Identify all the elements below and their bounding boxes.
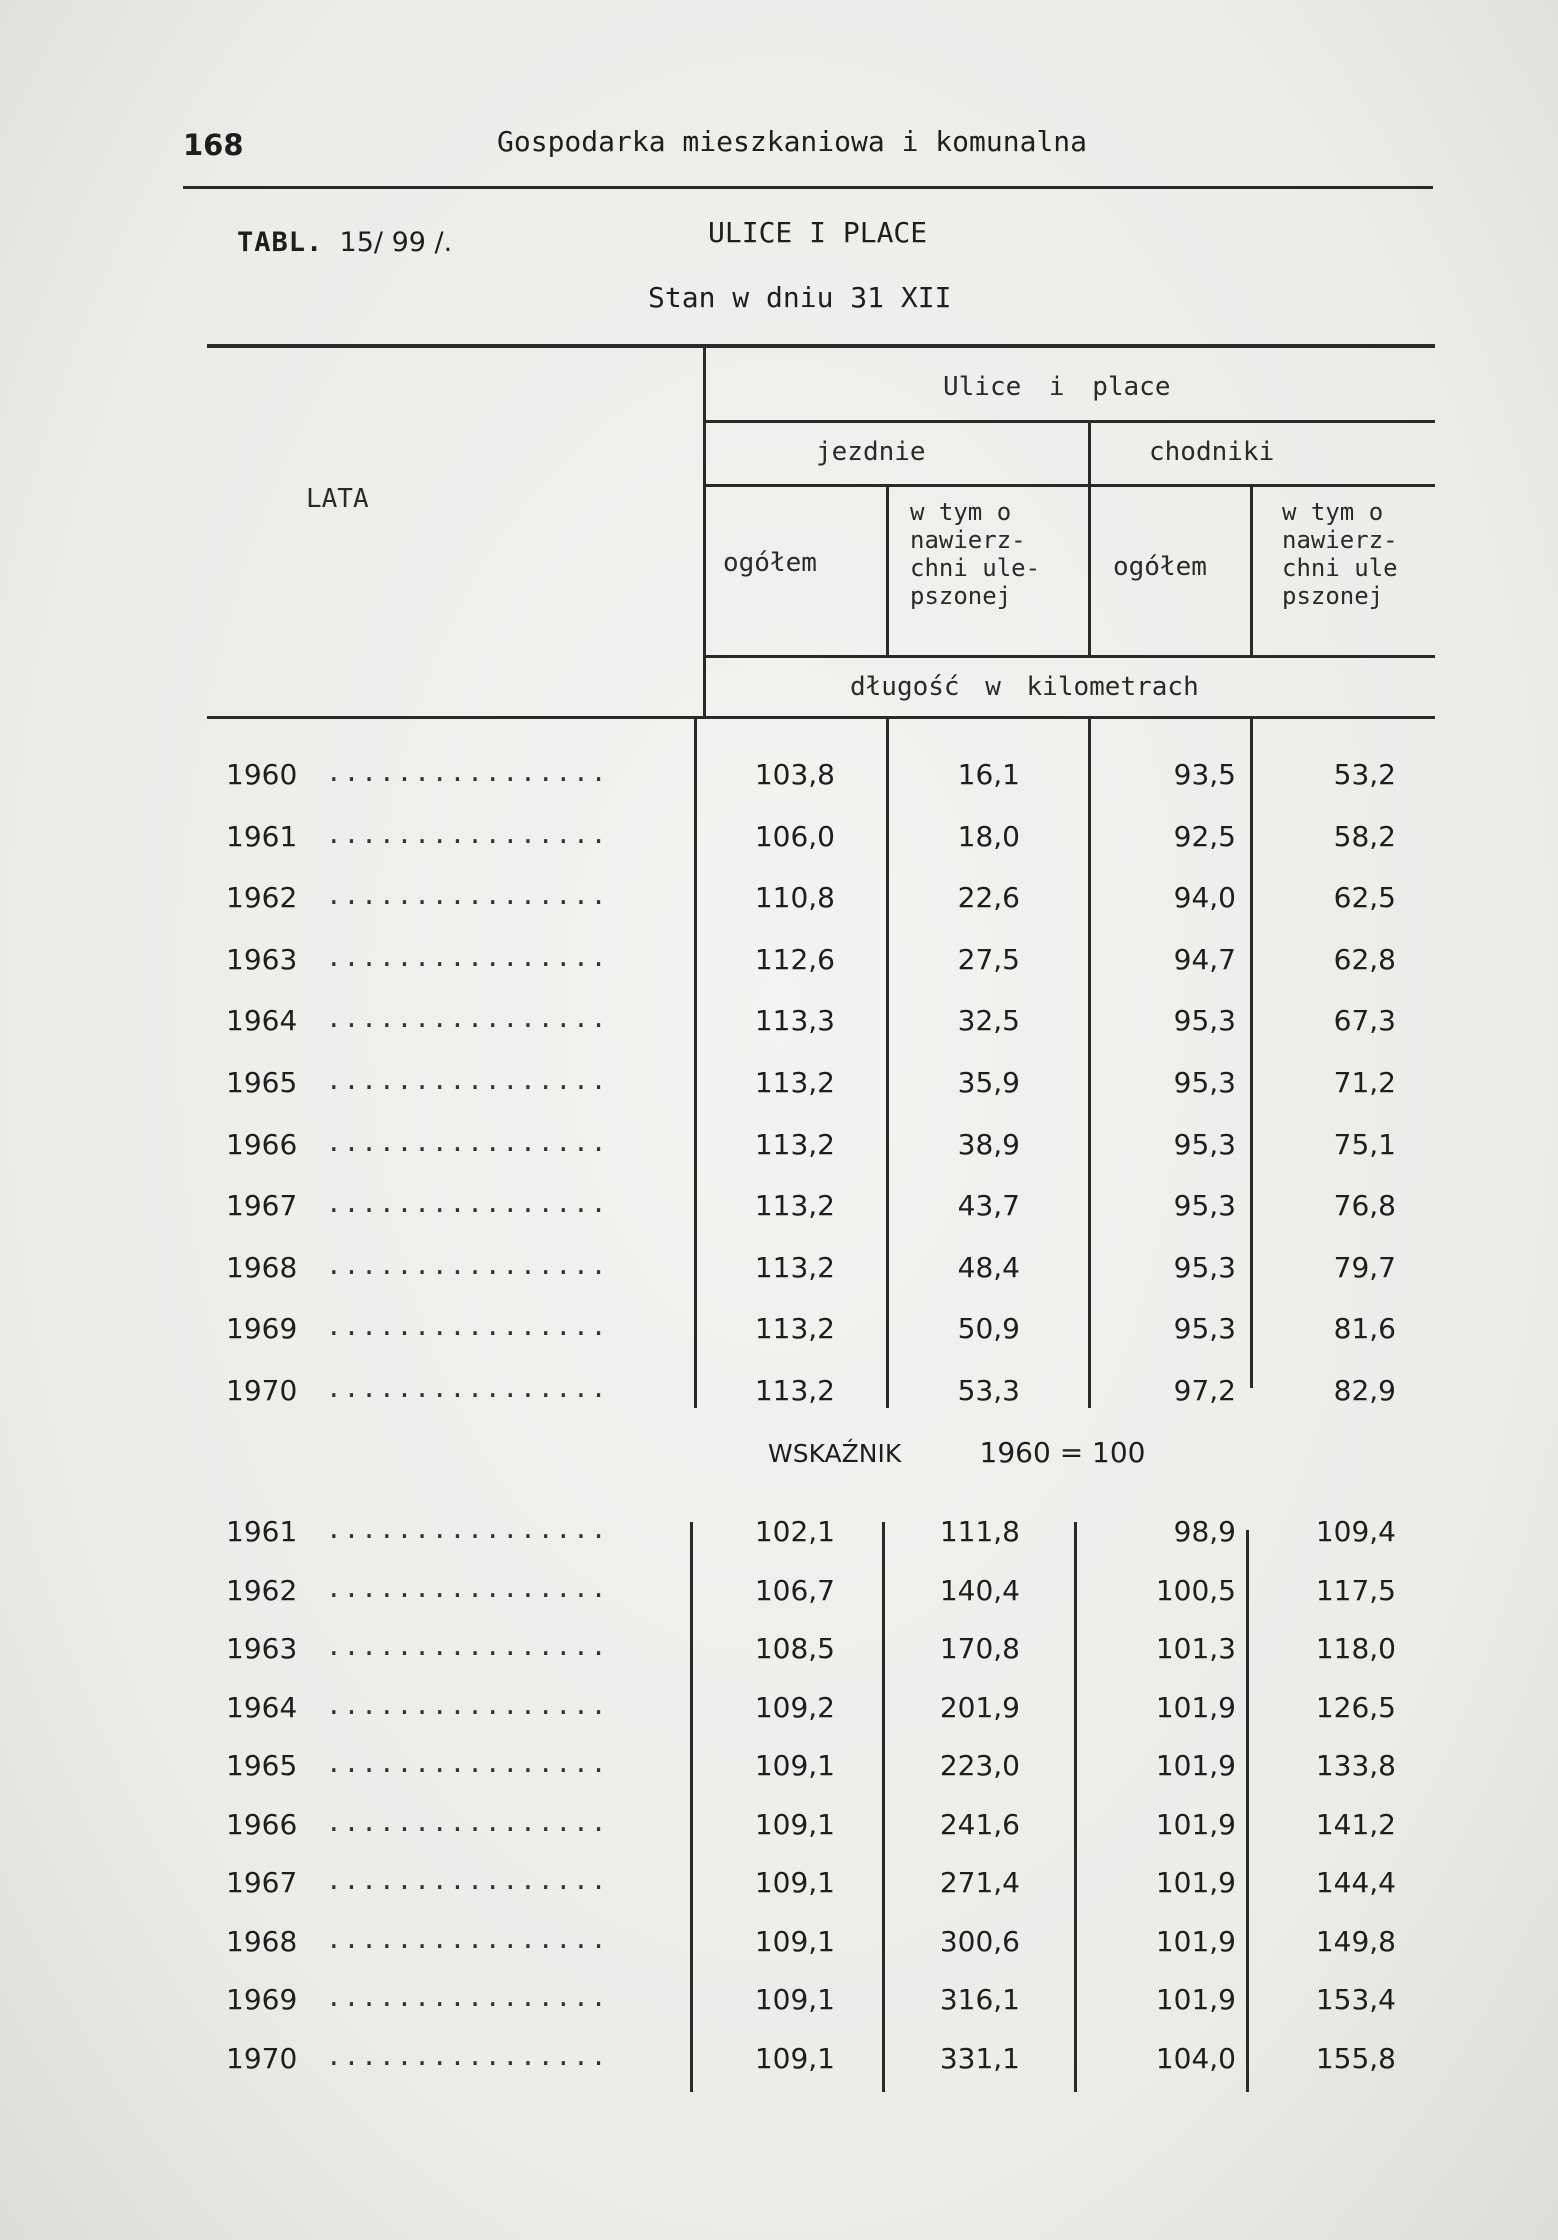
chodniki-subdivider [1250, 486, 1253, 656]
cell-col-4: 141,2 [1315, 1807, 1396, 1841]
table-row [0, 2042, 1558, 2082]
cell-col-1: 109,1 [754, 1807, 835, 1841]
cell-col-1: 109,1 [754, 1749, 835, 1782]
col-header-jezdnie: jezdnie [816, 437, 926, 467]
index-caption [768, 1436, 1146, 1469]
cell-col-2: 271,4 [939, 1866, 1020, 1899]
cell-col-4: 144,4 [1315, 1866, 1396, 1899]
cell-col-2: 16,1 [957, 758, 1020, 791]
cell-col-2: 43,7 [957, 1189, 1020, 1223]
cell-col-4: 149,8 [1315, 1924, 1396, 1958]
table-row [0, 1189, 1558, 1229]
table-row [0, 1983, 1558, 2023]
table-row [0, 1749, 1558, 1789]
row-year: 1968 [226, 1250, 298, 1284]
cell-col-4: 71,2 [1333, 1066, 1396, 1099]
cell-col-1: 113,2 [754, 1189, 835, 1223]
row-year: 1963 [226, 1632, 298, 1665]
leader-dots: ................ [326, 1066, 609, 1096]
cell-col-1: 112,6 [754, 942, 835, 976]
cell-col-1: 109,2 [754, 1690, 835, 1724]
table-number [237, 227, 452, 258]
table-row [0, 1574, 1558, 1614]
leader-dots: ................ [326, 1749, 609, 1779]
table-row [0, 1128, 1558, 1168]
table-title: ULICE I PLACE [708, 216, 928, 249]
index-label: WSKAŹNIK [768, 1439, 902, 1468]
row-year: 1962 [226, 1573, 298, 1607]
cell-col-4: 118,0 [1315, 1632, 1396, 1665]
row-year: 1966 [226, 1127, 298, 1161]
cell-col-1: 113,2 [754, 1066, 835, 1099]
cell-col-3: 95,3 [1173, 1312, 1236, 1346]
leader-dots: ................ [326, 1983, 609, 2013]
leader-dots: ................ [326, 1004, 609, 1035]
cell-col-4: 79,7 [1333, 1250, 1396, 1284]
group-rule [703, 420, 1435, 423]
cell-col-3: 101,9 [1155, 1690, 1236, 1724]
subgroup-rule [703, 484, 1435, 487]
table-row [0, 1251, 1558, 1291]
cell-col-4: 67,3 [1333, 1004, 1396, 1038]
cell-col-1: 113,2 [754, 1127, 835, 1161]
table-row [0, 1925, 1558, 1965]
cell-col-2: 223,0 [939, 1749, 1020, 1782]
cell-col-2: 300,6 [939, 1924, 1020, 1958]
cell-col-4: 82,9 [1333, 1374, 1396, 1407]
cell-col-4: 153,4 [1315, 1983, 1396, 2016]
row-year: 1969 [226, 1983, 298, 2016]
cell-col-4: 58,2 [1333, 819, 1396, 853]
table-row [0, 1691, 1558, 1731]
column-header-rule [703, 655, 1435, 658]
cell-col-1: 113,2 [754, 1250, 835, 1284]
row-year: 1970 [226, 1374, 298, 1407]
table-row [0, 820, 1558, 860]
cell-col-3: 95,3 [1173, 1066, 1236, 1099]
cell-col-3: 100,5 [1155, 1573, 1236, 1607]
cell-col-2: 35,9 [957, 1066, 1020, 1099]
cell-col-1: 108,5 [754, 1632, 835, 1665]
cell-col-1: 106,0 [754, 819, 835, 853]
stub-divider [703, 346, 706, 718]
leader-dots: ................ [326, 1189, 609, 1220]
cell-col-3: 97,2 [1173, 1374, 1236, 1407]
cell-col-1: 109,1 [754, 1924, 835, 1958]
row-year: 1961 [226, 819, 298, 853]
cell-col-1: 113,3 [754, 1004, 835, 1038]
cell-col-3: 101,9 [1155, 1924, 1236, 1958]
cell-col-2: 201,9 [939, 1690, 1020, 1724]
unit-header: długość w kilometrach [850, 672, 1199, 702]
leader-dots: ................ [326, 942, 609, 973]
index-base: 1960 = 100 [979, 1436, 1146, 1469]
table-row [0, 1808, 1558, 1848]
leader-dots: ................ [326, 881, 609, 912]
cell-col-3: 95,3 [1173, 1004, 1236, 1038]
leader-dots: ................ [326, 1127, 609, 1158]
running-title: Gospodarka mieszkaniowa i komunalna [497, 125, 1088, 158]
cell-col-3: 101,3 [1155, 1632, 1236, 1665]
table-row [0, 1374, 1558, 1414]
group-header-ulice-place: Ulice i place [943, 372, 1171, 402]
table-row [0, 1312, 1558, 1352]
table-row [0, 1866, 1558, 1906]
row-year: 1970 [226, 2041, 298, 2075]
cell-col-2: 50,9 [957, 1312, 1020, 1346]
leader-dots: ................ [326, 2041, 609, 2072]
jezdnie-subdivider [886, 486, 889, 656]
row-year: 1967 [226, 1866, 298, 1899]
cell-col-4: 117,5 [1315, 1573, 1396, 1607]
col-header-chodniki: chodniki [1149, 437, 1275, 467]
leader-dots: ................ [326, 1250, 609, 1281]
row-year: 1961 [226, 1515, 298, 1548]
cell-col-2: 241,6 [939, 1807, 1020, 1841]
leader-dots: ................ [326, 1807, 609, 1838]
cell-col-2: 32,5 [957, 1004, 1020, 1038]
row-year: 1967 [226, 1189, 298, 1223]
cell-col-4: 126,5 [1315, 1690, 1396, 1724]
cell-col-1: 109,1 [754, 2041, 835, 2075]
cell-col-4: 53,2 [1333, 758, 1396, 791]
row-year: 1965 [226, 1749, 298, 1782]
jezdnie-chodniki-divider [1088, 422, 1091, 657]
cell-col-1: 113,2 [754, 1374, 835, 1407]
cell-col-1: 109,1 [754, 1866, 835, 1899]
leader-dots: ................ [326, 758, 609, 788]
row-year: 1962 [226, 881, 298, 915]
cell-col-2: 22,6 [957, 881, 1020, 915]
cell-col-4: 62,5 [1333, 881, 1396, 915]
cell-col-3: 101,9 [1155, 1807, 1236, 1841]
cell-col-4: 75,1 [1333, 1127, 1396, 1161]
cell-col-2: 38,9 [957, 1127, 1020, 1161]
cell-col-4: 133,8 [1315, 1749, 1396, 1782]
leader-dots: ................ [326, 1690, 609, 1721]
cell-col-3: 98,9 [1173, 1515, 1236, 1548]
cell-col-1: 103,8 [754, 758, 835, 791]
cell-col-1: 110,8 [754, 881, 835, 915]
col-header-chodniki-w-tym: w tym o nawierz- chni ule pszonej [1282, 498, 1398, 610]
leader-dots: ................ [326, 1374, 609, 1404]
cell-col-4: 155,8 [1315, 2041, 1396, 2075]
cell-col-3: 95,3 [1173, 1127, 1236, 1161]
row-year: 1968 [226, 1924, 298, 1958]
cell-col-1: 106,7 [754, 1573, 835, 1607]
cell-col-2: 53,3 [957, 1374, 1020, 1407]
row-year: 1965 [226, 1066, 298, 1099]
leader-dots: ................ [326, 1632, 609, 1662]
table-row [0, 943, 1558, 983]
cell-col-2: 331,1 [939, 2041, 1020, 2075]
cell-col-3: 95,3 [1173, 1189, 1236, 1223]
cell-col-1: 113,2 [754, 1312, 835, 1346]
cell-col-3: 94,0 [1173, 881, 1236, 915]
leader-dots: ................ [326, 1866, 609, 1896]
col-header-jezdnie-w-tym: w tym o nawierz- chni ule- pszonej [910, 498, 1041, 610]
cell-col-2: 170,8 [939, 1632, 1020, 1665]
table-subtitle: Stan w dniu 31 XII [648, 281, 952, 314]
page-number: 168 [183, 128, 244, 162]
leader-dots: ................ [326, 819, 609, 850]
cell-col-2: 111,8 [939, 1515, 1020, 1548]
leader-dots: ................ [326, 1573, 609, 1604]
table-row [0, 758, 1558, 798]
row-year: 1964 [226, 1690, 298, 1724]
cell-col-4: 76,8 [1333, 1189, 1396, 1223]
col-header-jezdnie-ogolem: ogółem [723, 548, 817, 578]
cell-col-2: 27,5 [957, 942, 1020, 976]
cell-col-1: 109,1 [754, 1983, 835, 2016]
leader-dots: ................ [326, 1312, 609, 1343]
cell-col-3: 101,9 [1155, 1749, 1236, 1782]
cell-col-2: 18,0 [957, 819, 1020, 853]
cell-col-2: 48,4 [957, 1250, 1020, 1284]
cell-col-3: 101,9 [1155, 1866, 1236, 1899]
table-row [0, 1515, 1558, 1555]
cell-col-3: 101,9 [1155, 1983, 1236, 2016]
table-row [0, 881, 1558, 921]
stub-header-lata: LATA [306, 484, 369, 514]
col-header-chodniki-ogolem: ogółem [1113, 552, 1207, 582]
cell-col-4: 81,6 [1333, 1312, 1396, 1346]
table-number-value: 15/ 99 /. [339, 227, 453, 258]
cell-col-2: 316,1 [939, 1983, 1020, 2016]
cell-col-3: 93,5 [1173, 758, 1236, 791]
leader-dots: ................ [326, 1515, 609, 1545]
table-row [0, 1066, 1558, 1106]
table-label: TABL. [237, 227, 324, 258]
header-rule [183, 186, 1433, 189]
cell-col-2: 140,4 [939, 1573, 1020, 1607]
leader-dots: ................ [326, 1924, 609, 1955]
cell-col-3: 104,0 [1155, 2041, 1236, 2075]
table-top-rule [207, 344, 1435, 348]
cell-col-3: 95,3 [1173, 1250, 1236, 1284]
table-row [0, 1004, 1558, 1044]
cell-col-4: 109,4 [1315, 1515, 1396, 1548]
table-row [0, 1632, 1558, 1672]
cell-col-3: 92,5 [1173, 819, 1236, 853]
row-year: 1964 [226, 1004, 298, 1038]
row-year: 1966 [226, 1807, 298, 1841]
row-year: 1963 [226, 942, 298, 976]
cell-col-3: 94,7 [1173, 942, 1236, 976]
cell-col-4: 62,8 [1333, 942, 1396, 976]
row-year: 1969 [226, 1312, 298, 1346]
row-year: 1960 [226, 758, 298, 791]
cell-col-1: 102,1 [754, 1515, 835, 1548]
